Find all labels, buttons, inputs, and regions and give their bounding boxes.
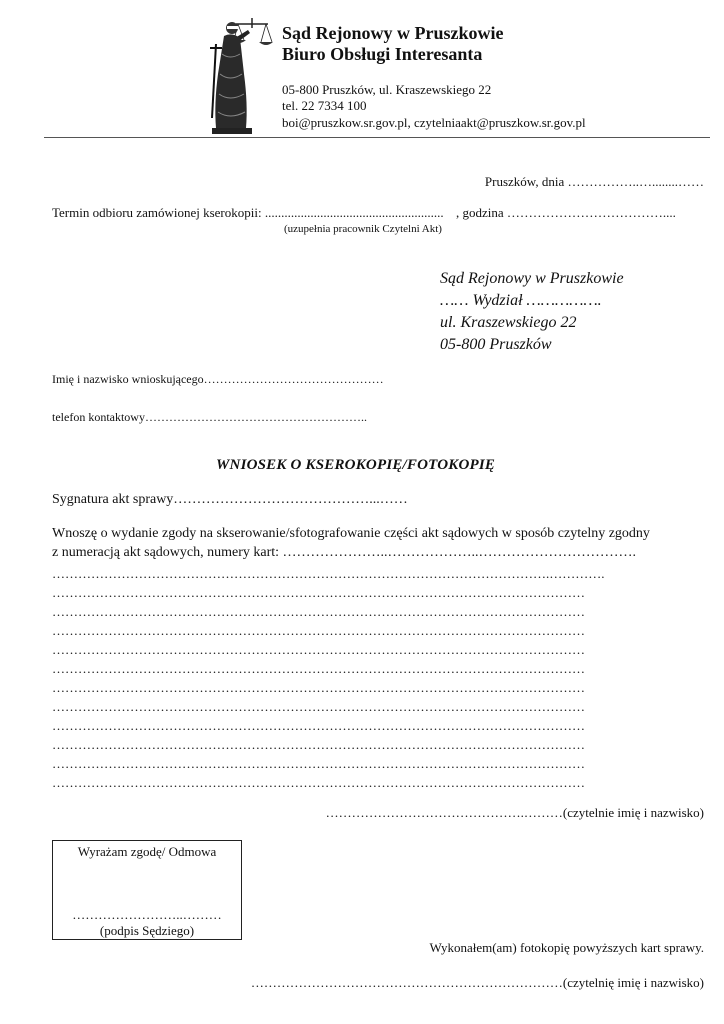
case-number-field[interactable]: Sygnatura akt sprawy……………………………………...……	[52, 492, 408, 507]
copy-done-statement: Wykonałem(am) fotokopię powyższych kart sprawy.	[429, 940, 704, 955]
request-text-line2[interactable]: z numeracją akt sądowych, numery kart: …………………..………………..…………………………….	[52, 545, 637, 560]
card-numbers-line[interactable]: …………………………………………………………………………………………………….………….	[52, 566, 605, 581]
staff-signature-field[interactable]: ………………………………………………………………(czytelnię imię i nazwisko)	[250, 975, 704, 990]
court-name: Sąd Rejonowy w Pruszkowie	[282, 23, 504, 43]
card-numbers-line[interactable]: ……………………………………………………………………………………………………………	[52, 604, 585, 619]
addressee-city: 05-800 Pruszków	[440, 336, 552, 353]
applicant-signature-field[interactable]: ……………………………………….………(czytelnie imię i nazwisko)	[325, 805, 704, 820]
addressee-court: Sąd Rejonowy w Pruszkowie	[440, 270, 624, 287]
place-date[interactable]: Pruszków, dnia ……………..…........……	[484, 174, 704, 189]
court-emails: boi@pruszkow.sr.gov.pl, czytelniaakt@pruszkow.sr.gov.pl	[282, 115, 586, 130]
pickup-note: (uzupełnia pracownik Czytelni Akt)	[284, 223, 442, 235]
card-numbers-line[interactable]: ……………………………………………………………………………………………………………	[52, 623, 585, 638]
card-numbers-line[interactable]: ……………………………………………………………………………………………………………	[52, 756, 585, 771]
card-numbers-line[interactable]: ……………………………………………………………………………………………………………	[52, 737, 585, 752]
card-numbers-line[interactable]: ……………………………………………………………………………………………………………	[52, 680, 585, 695]
card-numbers-line[interactable]: ……………………………………………………………………………………………………………	[52, 661, 585, 676]
header-divider	[44, 137, 710, 138]
card-numbers-line[interactable]: ……………………………………………………………………………………………………………	[52, 718, 585, 733]
card-numbers-line[interactable]: ……………………………………………………………………………………………………………	[52, 775, 585, 790]
addressee-street: ul. Kraszewskiego 22	[440, 314, 577, 331]
card-numbers-line[interactable]: ……………………………………………………………………………………………………………	[52, 585, 585, 600]
court-phone: tel. 22 7334 100	[282, 98, 367, 113]
court-address: 05-800 Pruszków, ul. Kraszewskiego 22	[282, 82, 492, 97]
form-title: WNIOSEK O KSEROKOPIĘ/FOTOKOPIĘ	[216, 457, 496, 473]
office-name: Biuro Obsługi Interesanta	[282, 44, 483, 64]
addressee-department[interactable]: …… Wydział …………….	[440, 292, 602, 309]
request-text-line1: Wnoszę o wydanie zgody na skserowanie/sfotografowanie części akt sądowych w sposób czytelny zgodny	[52, 526, 650, 541]
card-numbers-line[interactable]: ……………………………………………………………………………………………………………	[52, 642, 585, 657]
judge-approval-box	[52, 840, 242, 940]
pickup-time-field[interactable]: , godzina ………………………………....	[456, 205, 676, 220]
judge-signature-caption: (podpis Sędziego)	[99, 923, 195, 938]
applicant-name-field[interactable]: Imię i nazwisko wnioskującego………………………………………	[52, 372, 384, 386]
lady-justice-logo	[202, 14, 274, 136]
approval-heading: Wyrażam zgodę/ Odmowa	[77, 844, 217, 859]
pickup-term-label[interactable]: Termin odbioru zamówionej kserokopii: .......................................................	[52, 205, 444, 220]
applicant-phone-field[interactable]: telefon kontaktowy………………………………………………..	[52, 410, 367, 424]
judge-signature-field[interactable]: ……………………..………	[72, 907, 222, 922]
card-numbers-line[interactable]: ……………………………………………………………………………………………………………	[52, 699, 585, 714]
